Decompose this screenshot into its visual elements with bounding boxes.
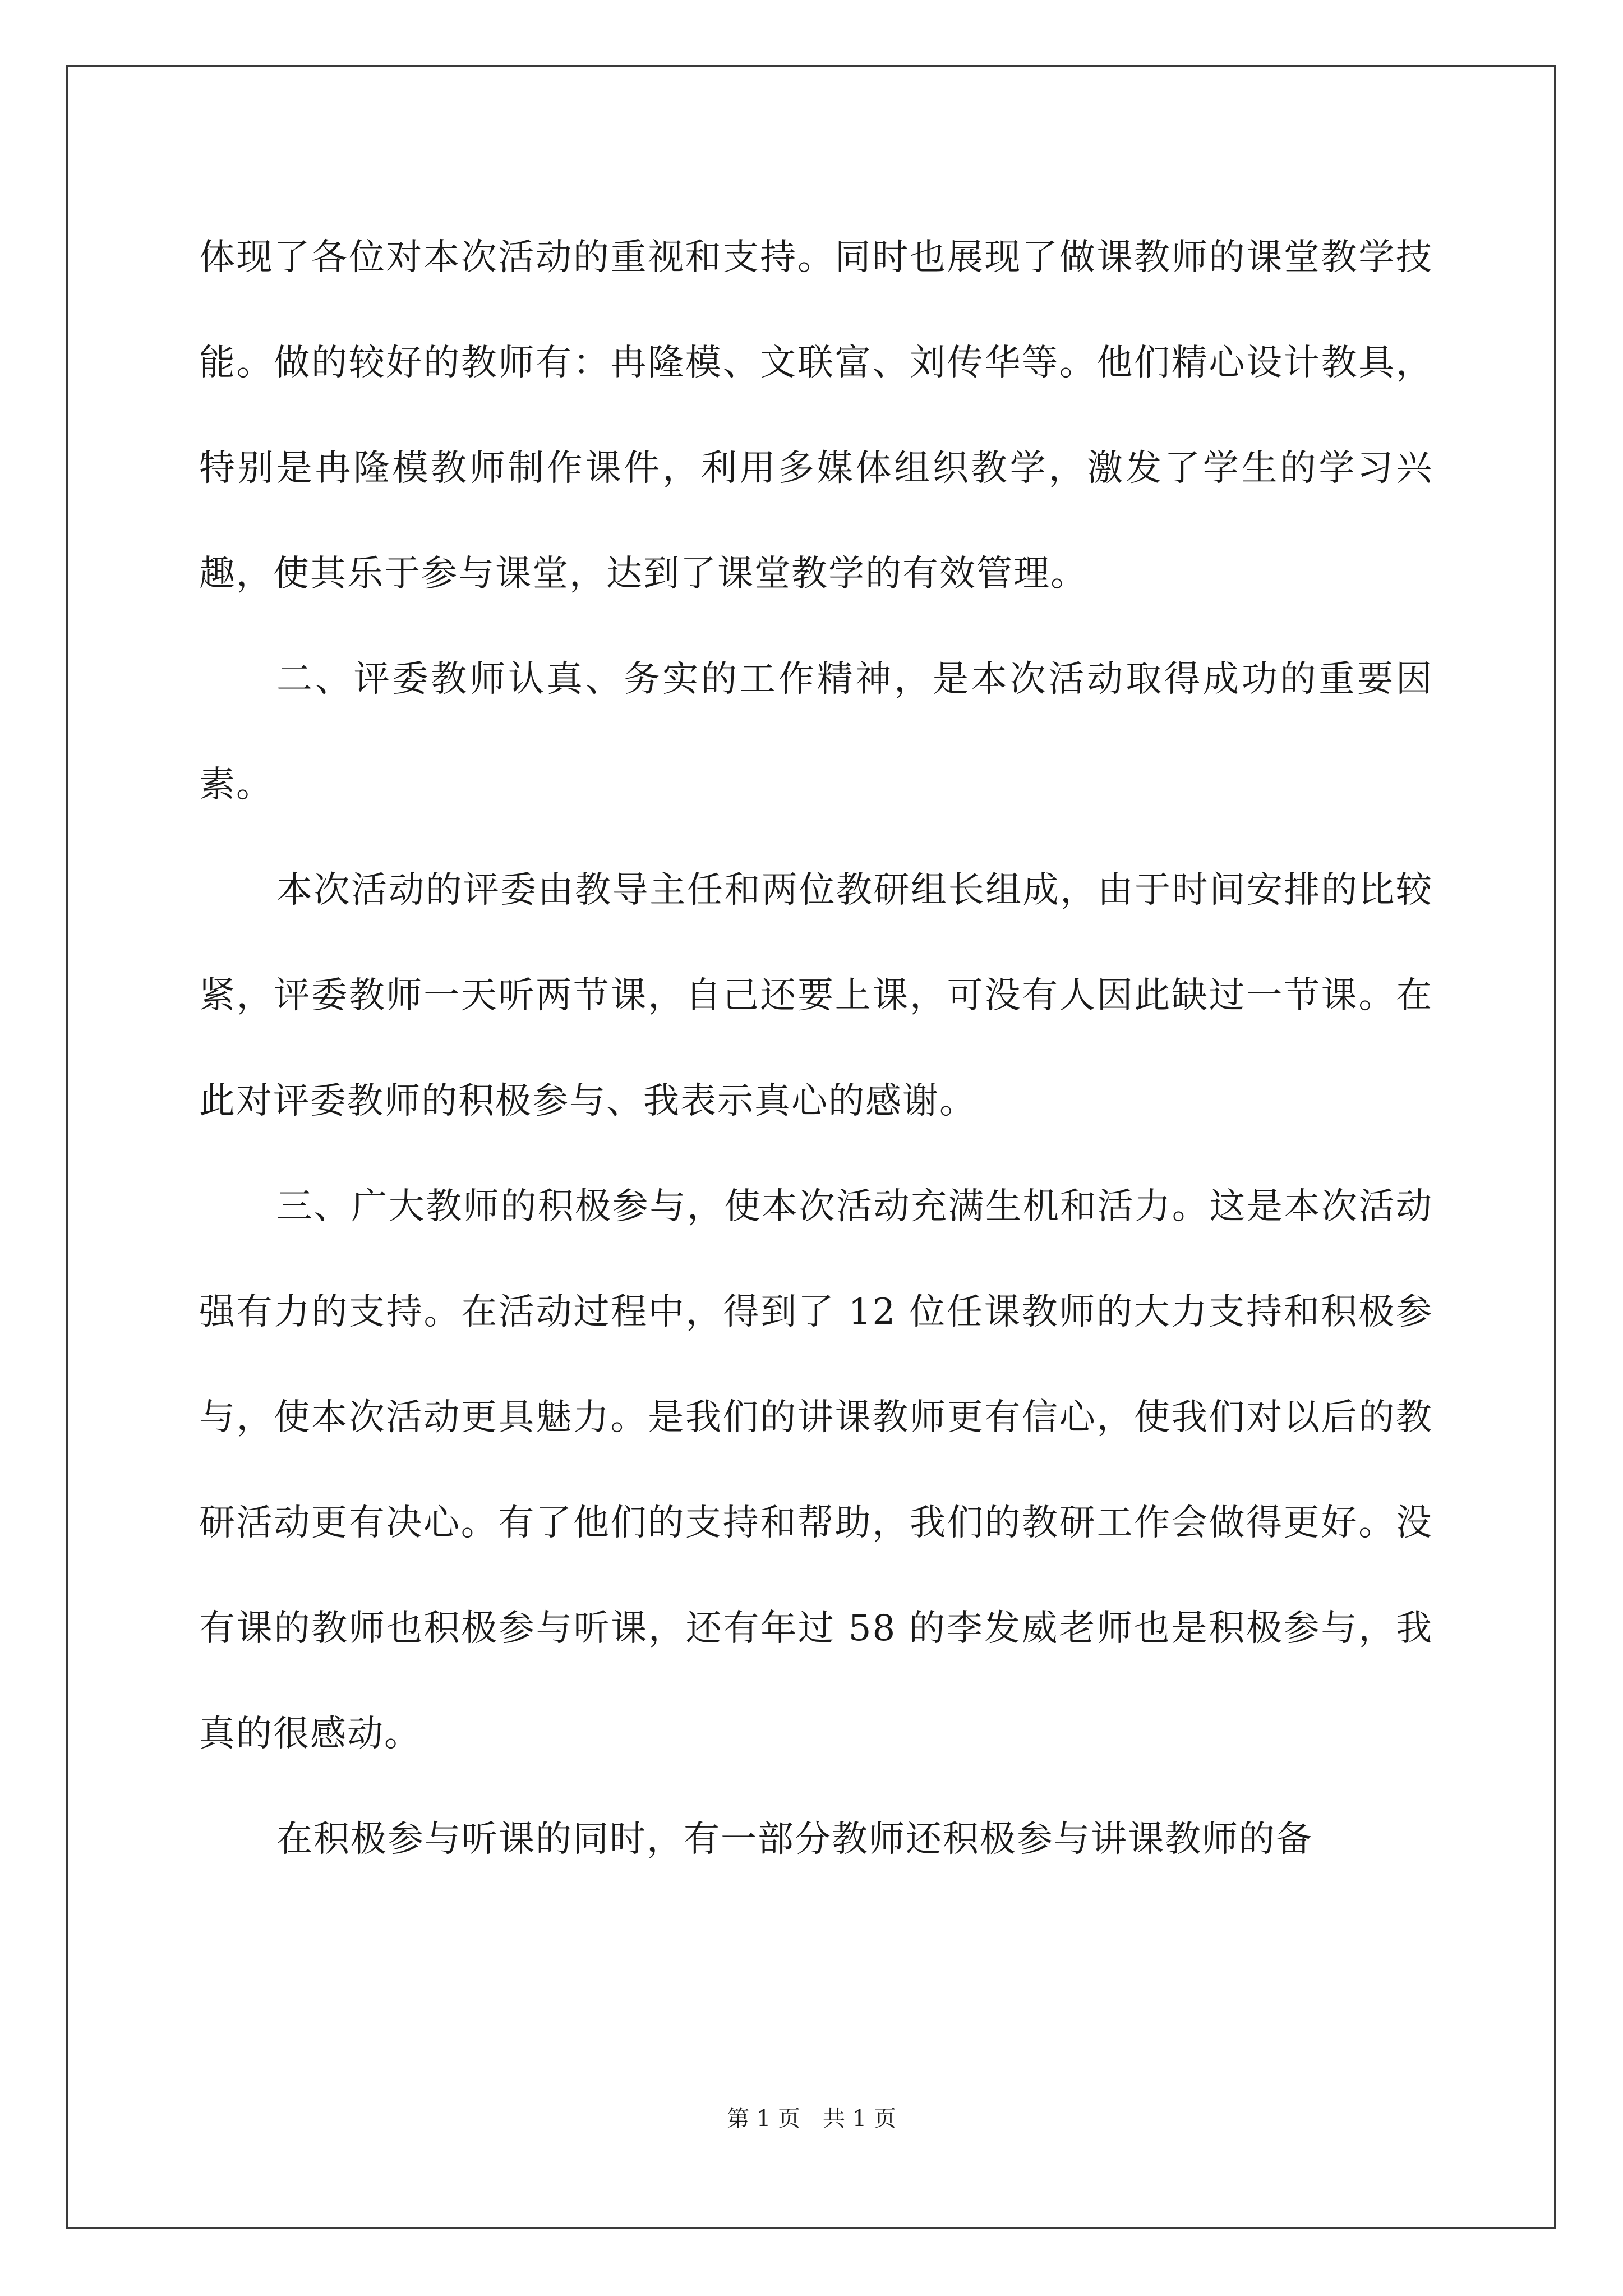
paragraph-1: 体现了各位对本次活动的重视和支持。同时也展现了做课教师的课堂教学技能。做的较好的教师有：冉隆模、文联富、刘传华等。他们精心设计教具，特别是冉隆模教师制作课件，利用多媒体组织教学，激发了学生的学习兴趣，使其乐于参与课堂，达到了课堂教学的有效管理。 [199,237,1433,595]
paragraph-3: 本次活动的评委由教导主任和两位教研组长组成，由于时间安排的比较紧，评委教师一天听两节课，自己还要上课，可没有人因此缺过一节课。在此对评委教师的积极参与、我表示真心的感谢。 [199,869,1433,1122]
page-number-label: 第 1 页 共 1 页 [727,2106,896,2132]
document-body [199,205,1433,1892]
page-footer [0,2101,1623,2133]
paragraph-4: 三、广大教师的积极参与，使本次活动充满生机和活力。这是本次活动强有力的支持。在活动过程中，得到了 12 位任课教师的大力支持和积极参与，使本次活动更具魅力。是我们的讲课教师更有信心，使我们对以后的教研活动更有决心。有了他们的支持和帮助，我们的教研工作会做得更好。没有课的教师也积极参与听课，还有年过 58 的李发威老师也是积极参与，我真的很感动。 [199,1186,1433,1755]
paragraph-5: 在积极参与听课的同时，有一部分教师还积极参与讲课教师的备 [276,1819,1313,1860]
paragraph-2: 二、评委教师认真、务实的工作精神，是本次活动取得成功的重要因素。 [199,659,1433,806]
